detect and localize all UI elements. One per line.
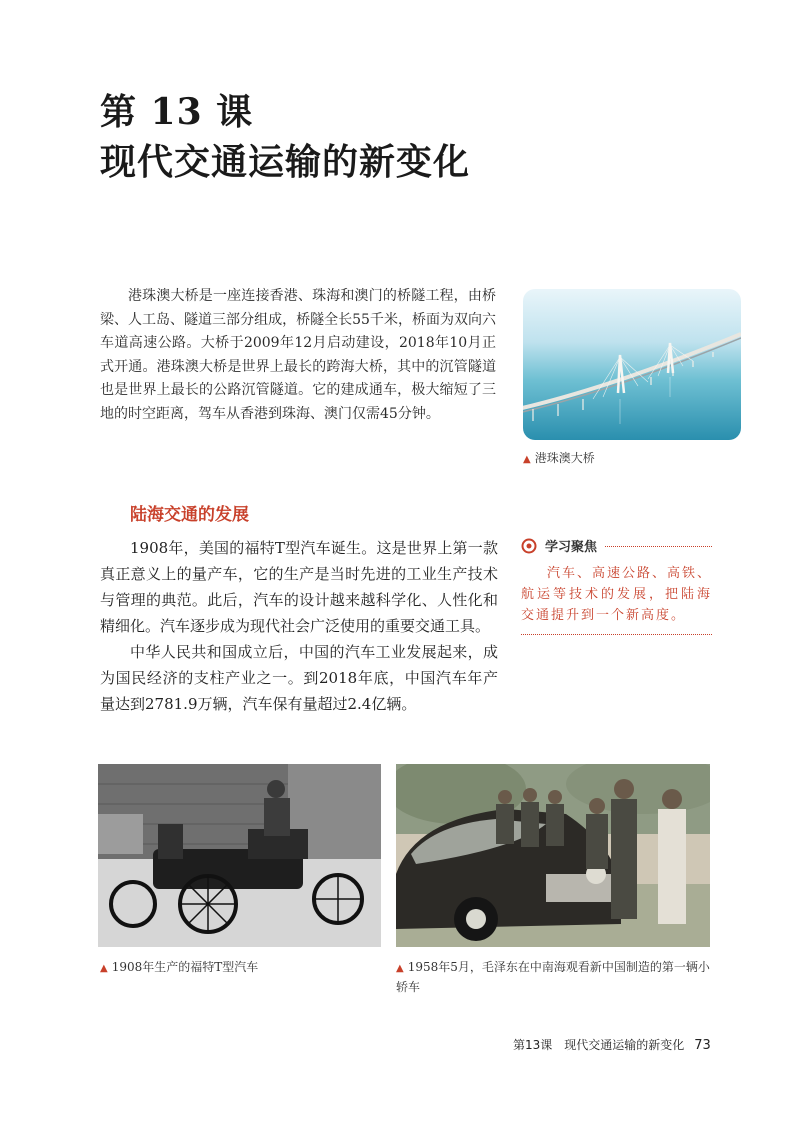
caption-triangle-icon: ▲	[100, 963, 108, 974]
sedan-caption-text: 1958年5月，毛泽东在中南海观看新中国制造的第一辆小轿车	[396, 960, 710, 994]
section-heading: 陆海交通的发展	[130, 505, 249, 525]
bridge-caption	[523, 449, 595, 469]
study-focus-label: 学习聚焦	[545, 540, 598, 555]
section-paragraph: 中华人民共和国成立后，中国的汽车工业发展起来，成为国民经济的支柱产业之一。到2018年底，中国汽车年产量达到2781.9万辆，汽车保有量超过2.4亿辆。	[100, 643, 498, 713]
ford-illustration	[98, 764, 381, 947]
focus-divider	[605, 546, 712, 547]
bridge-caption-text: 港珠澳大桥	[534, 451, 595, 465]
page-footer	[513, 1036, 711, 1053]
focus-target-icon	[521, 538, 537, 554]
bridge-photo	[523, 289, 741, 440]
sedan-illustration	[396, 764, 710, 947]
study-focus-text: 汽车、高速公路、高铁、航运等技术的发展，把陆海交通提升到一个新高度。	[521, 566, 713, 623]
ford-caption-text: 1908年生产的福特T型汽车	[111, 960, 259, 974]
ford-caption	[100, 958, 258, 978]
focus-bottom-divider	[521, 634, 712, 635]
section-paragraph: 1908年，美国的福特T型汽车诞生。这是世界上第一款真正意义上的量产车，它的生产是当时先进的工业生产技术与管理的典范。此后，汽车的设计越来越科学化、人性化和精细化。汽车逐步成为现代社会广泛使用的重要交通工具。	[100, 539, 498, 635]
ford-model-t-photo	[98, 764, 381, 947]
lesson-title: 现代交通运输的新变化	[100, 141, 471, 183]
intro-paragraph: 港珠澳大桥是一座连接香港、珠海和澳门的桥隧工程，由桥梁、人工岛、隧道三部分组成，桥隧全长55千米，桥面为双向六车道高速公路。大桥于2009年12月启动建设，2018年10月正式开通。港珠澳大桥是世界上最长的跨海大桥，其中的沉管隧道也是世界上最长的公路沉管隧道。它的建成通车，极大缩短了三地的时空距离，驾车从香港到珠海、澳门仅需45分钟。	[100, 288, 496, 422]
page-number: 73	[694, 1038, 711, 1053]
caption-triangle-icon: ▲	[396, 963, 404, 974]
running-title: 第13课 现代交通运输的新变化	[513, 1038, 685, 1052]
lesson-number: 第 13 课	[100, 91, 254, 133]
first-sedan-1958-photo	[396, 764, 710, 947]
study-focus-box	[521, 536, 712, 635]
sedan-caption	[396, 958, 714, 996]
section-body	[100, 535, 498, 717]
bridge-illustration	[523, 289, 741, 440]
caption-triangle-icon: ▲	[523, 454, 531, 465]
